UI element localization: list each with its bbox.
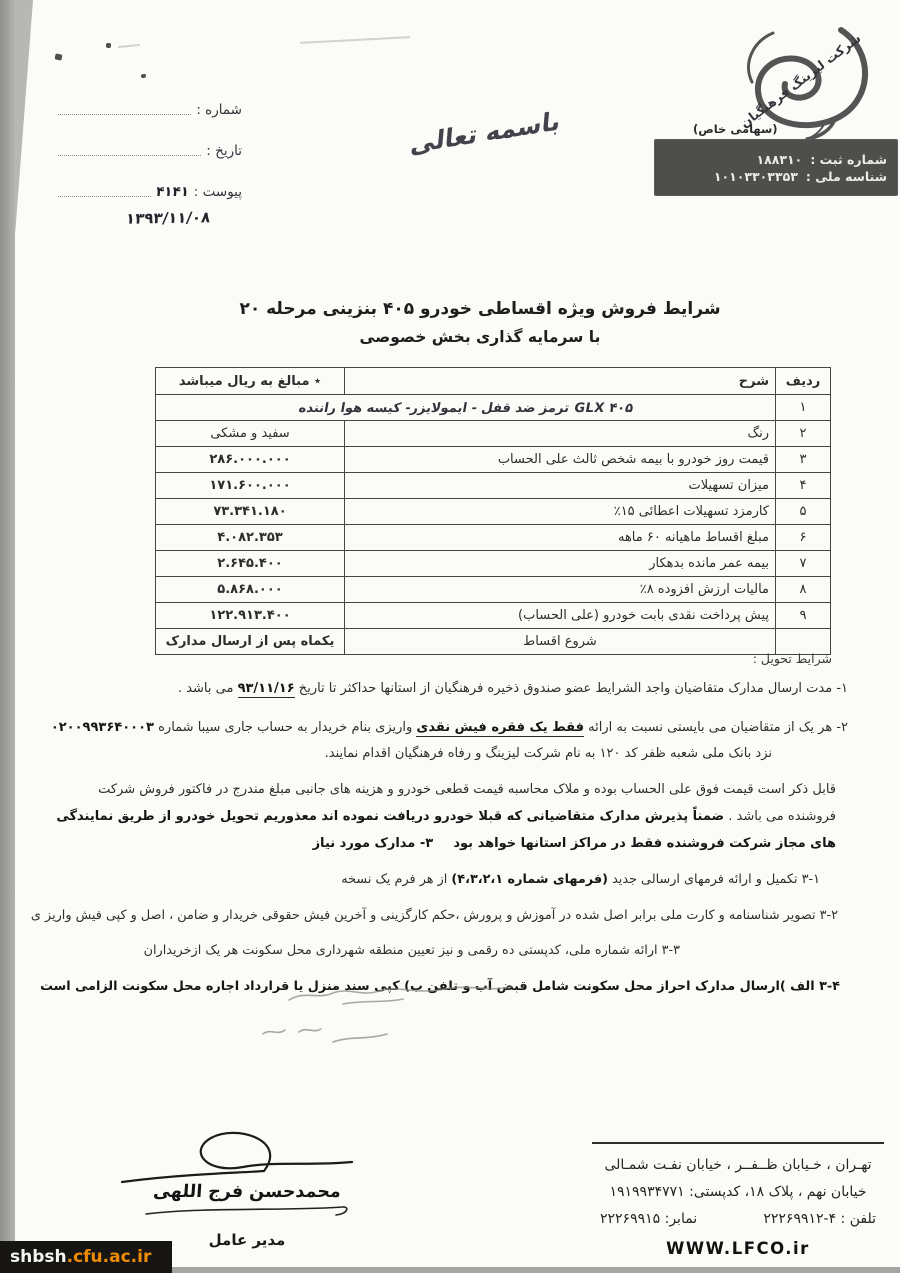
amount-cell: ۱۷۱.۶۰۰.۰۰۰	[156, 473, 345, 499]
paragraph-1-text: ۱- مدت ارسال مدارک متقاضیان واجد الشرایط عضو صندوق ذخیره فرهنگیان از استانها حداکثر تا تاریخ	[294, 681, 848, 696]
scan-scratch	[300, 36, 410, 44]
delivery-via-dealers: های مجاز شرکت فروشنده فقط در مراکز استانها خواهد بود	[453, 836, 836, 851]
row-number: ۵	[776, 499, 831, 525]
item-3-1-text: ۳-۱ تکمیل و ارائه فرمهای ارسالی جدید	[608, 872, 820, 887]
title-line-1: شرایط فروش ویژه اقساطی خودرو ۴۰۵ بنزینی مرحله ۲۰	[239, 299, 721, 319]
phone-number: تلفن : ۴-۲۲۲۶۹۹۱۲	[763, 1211, 876, 1227]
number-blank-line	[58, 114, 191, 115]
table-header-row	[156, 368, 831, 395]
signatory-name: محمدحسن فرج اللهی	[152, 1182, 342, 1202]
registration-number-row	[665, 152, 887, 167]
header-amount: ٭ مبالغ به ریال میباشد	[156, 368, 345, 395]
date-blank-line	[58, 155, 201, 156]
paragraph-1-end: می باشد .	[177, 681, 238, 696]
amount-cell: ۷۳.۳۴۱.۱۸۰	[156, 499, 345, 525]
staple-mark	[106, 43, 111, 48]
bismillah-calligraphy: باسمه تعالی	[409, 105, 562, 160]
amount-cell: ۱۲۲.۹۱۳.۴۰۰	[156, 603, 345, 629]
address-line-1: تهـران ، خـیابان ظــفــر ، خیابان نفـت شمـالی	[604, 1157, 872, 1173]
car-model-cell: ۴۰۵ GLX ترمز ضد قفل - ایمولایزر- کیسه هوا راننده	[153, 395, 778, 421]
row-number: ۷	[776, 551, 831, 577]
required-documents-heading: ۳- مدارک مورد نیاز	[312, 836, 434, 851]
paragraph-1	[40, 679, 848, 699]
handwritten-annotation	[255, 1020, 395, 1050]
watermark-bold: shbsh	[10, 1247, 67, 1267]
footer-address	[592, 1142, 884, 1262]
scan-edge-left	[0, 0, 15, 1273]
signature-block	[112, 1124, 382, 1249]
document-item-3-1	[40, 870, 848, 890]
scan-edge-wedge	[15, 0, 33, 235]
attachment-blank-line	[58, 196, 151, 197]
logo-subtitle: (سهامی خاص)	[693, 122, 778, 136]
paragraph-2-line-2: نزد بانک ملی شعبه ظفر کد ۱۲۰ به نام شرکت لیزینگ و رفاه فرهنگیان اقدام نمایند.	[324, 746, 772, 761]
installments-start-cell: شروع اقساط	[345, 629, 776, 655]
attachment-field	[58, 182, 242, 200]
watermark-domain: .cfu.ac.ir	[66, 1247, 152, 1267]
registration-value: ۱۸۸۳۱۰	[756, 151, 803, 167]
handwritten-annotation	[283, 980, 518, 1010]
paragraph-2-middle: واریزی بنام خریدار به حساب جاری سیبا شماره	[153, 720, 417, 735]
name-underline-flourish	[142, 1205, 352, 1217]
letter-body	[30, 679, 848, 1012]
table-row	[156, 499, 831, 525]
website-url: WWW.LFCO.ir	[666, 1239, 810, 1258]
document-item-3-3: ۳-۳ ارائه شماره ملی، کدپستی ده رقمی و نیز تعیین منطقه شهرداری محل سکونت هر یک ازخریداران	[143, 943, 680, 958]
table-row	[156, 473, 831, 499]
single-deposit-slip-emphasis: فقط یک فقره فیش نقدی	[416, 720, 584, 735]
table-row	[156, 421, 831, 447]
delivery-conditions-label: شرایط تحویل :	[752, 651, 832, 666]
row-number: ۳	[776, 447, 831, 473]
paragraph-2	[40, 715, 848, 767]
phone-fax-line	[592, 1206, 884, 1233]
description-cell: کارمزد تسهیلات اعطائی ۱۵٪	[345, 499, 776, 525]
signatory-title: مدیر عامل	[208, 1231, 286, 1249]
row-number: ۹	[776, 603, 831, 629]
registration-box	[655, 140, 897, 195]
amount-cell: ۲.۶۴۵.۴۰۰	[156, 551, 345, 577]
table-row	[156, 551, 831, 577]
description-cell: مبلغ اقساط ماهیانه ۶۰ ماهه	[345, 525, 776, 551]
paragraph-3-line-2	[40, 803, 836, 830]
description-cell: رنگ	[345, 421, 776, 447]
installments-start-value: یکماه پس از ارسال مدارک	[156, 629, 345, 655]
table-row	[156, 577, 831, 603]
site-watermark	[0, 1241, 172, 1273]
scan-scratch	[118, 44, 140, 48]
paragraph-2-text: ۲- هر یک از متقاضیان می بایستی نسبت به ارائه	[584, 720, 848, 735]
national-id-row	[665, 169, 887, 184]
registration-label: شماره ثبت :	[810, 151, 887, 167]
row-number: ۶	[776, 525, 831, 551]
company-letterhead	[635, 18, 897, 200]
fax-number: نمابر: ۲۲۲۶۹۹۱۵	[600, 1211, 698, 1227]
deadline-date: ۹۳/۱۱/۱۶	[237, 681, 295, 696]
number-label: شماره :	[196, 102, 242, 118]
header-description: شرح	[345, 368, 776, 395]
date-field	[58, 141, 242, 159]
document-item-3-2: ۳-۲ تصویر شناسنامه و کارت ملی برابر اصل شده در آموزش و پرورش ،حکم کارگزینی و آخرین فیش حقوقی خریدار و ضامن ، اصل و کپی فیش واریز ی	[30, 907, 838, 923]
table-row	[156, 629, 831, 655]
item-3-1-end: از هر فرم یک نسخه	[341, 872, 452, 887]
number-field	[58, 100, 242, 118]
row-number: ۴	[776, 473, 831, 499]
date-label: تاریخ :	[206, 143, 242, 159]
staple-mark	[54, 53, 62, 60]
sale-conditions-table	[155, 367, 831, 655]
row-number: ۱	[776, 395, 831, 421]
forms-numbers	[451, 872, 608, 887]
paragraph-2-line-1	[40, 715, 848, 741]
paragraph-3	[40, 776, 848, 857]
header-row-number: ردیف	[776, 368, 831, 395]
paragraph-3-line-3	[40, 830, 836, 857]
table-row	[156, 525, 831, 551]
row-number: ۲	[776, 421, 831, 447]
document-item-3-4: ۳-۴ الف )ارسال مدارک احراز محل سکونت شامل قبض آب و تلفن ب) کپی سند منزل یا قرارداد اجاره محل سکونت الزامی است	[40, 978, 840, 994]
description-cell: پیش پرداخت نقدی بابت خودرو (علی الحساب)	[345, 603, 776, 629]
prior-delivery-notice: ضمناً پذیرش مدارک متقاضیانی که قبلا خودرو دریافت نموده اند معذوریم تحویل خودرو از طریق نمایندگی	[56, 809, 725, 824]
description-cell: قیمت روز خودرو با بیمه شخص ثالث علی الحساب	[345, 447, 776, 473]
amount-cell: ۵.۸۶۸.۰۰۰	[156, 577, 345, 603]
row-number: ۸	[776, 577, 831, 603]
attachment-value: ۴۱۴۱	[154, 184, 190, 200]
description-cell: میزان تسهیلات	[345, 473, 776, 499]
reference-fields	[58, 100, 242, 223]
forms-number-list: ۴،۳،۲،۱	[457, 872, 504, 887]
amount-cell: ۲۸۶.۰۰۰.۰۰۰	[156, 447, 345, 473]
attachment-label: پیوست :	[193, 184, 242, 200]
table-row	[156, 603, 831, 629]
amount-cell: ۴.۰۸۲.۳۵۳	[156, 525, 345, 551]
forms-open: (فرمهای شماره	[503, 872, 608, 887]
forms-close: )	[451, 872, 458, 887]
table-row	[156, 395, 831, 421]
signature-flourish	[112, 1124, 362, 1190]
national-id-label: شناسه ملی :	[805, 168, 887, 184]
amount-cell: سفید و مشکی	[156, 421, 345, 447]
address-line-2: خیابان نهم ، پلاک ۱۸، کدپستی: ۱۹۱۹۹۳۴۷۷۱	[609, 1184, 867, 1200]
handwritten-date: ۱۳۹۳/۱۱/۰۸	[124, 208, 212, 228]
siba-account-number: ۰۲۰۰۹۹۳۶۴۰۰۰۳	[50, 720, 154, 735]
logo-company-name: شرکت لیزینگ فرهنگیان	[737, 30, 864, 131]
paragraph-3-normal: فروشنده می باشد .	[724, 809, 836, 824]
description-cell: بیمه عمر مانده بدهکار	[345, 551, 776, 577]
title-line-2: با سرمایه گذاری بخش خصوصی	[359, 328, 601, 346]
staple-mark	[141, 74, 147, 79]
national-id-value: ۱۰۱۰۳۳۰۳۳۵۳	[713, 168, 798, 184]
table-row	[156, 447, 831, 473]
document-title	[90, 299, 870, 346]
description-cell: مالیات ارزش افزوده ۸٪	[345, 577, 776, 603]
paragraph-3-line-1: قابل ذکر است قیمت فوق علی الحساب بوده و ملاک محاسبه قیمت قطعی خودرو و هزینه های جانبی مبلغ مندرج در فاکتور فروش شرکت	[98, 782, 836, 797]
